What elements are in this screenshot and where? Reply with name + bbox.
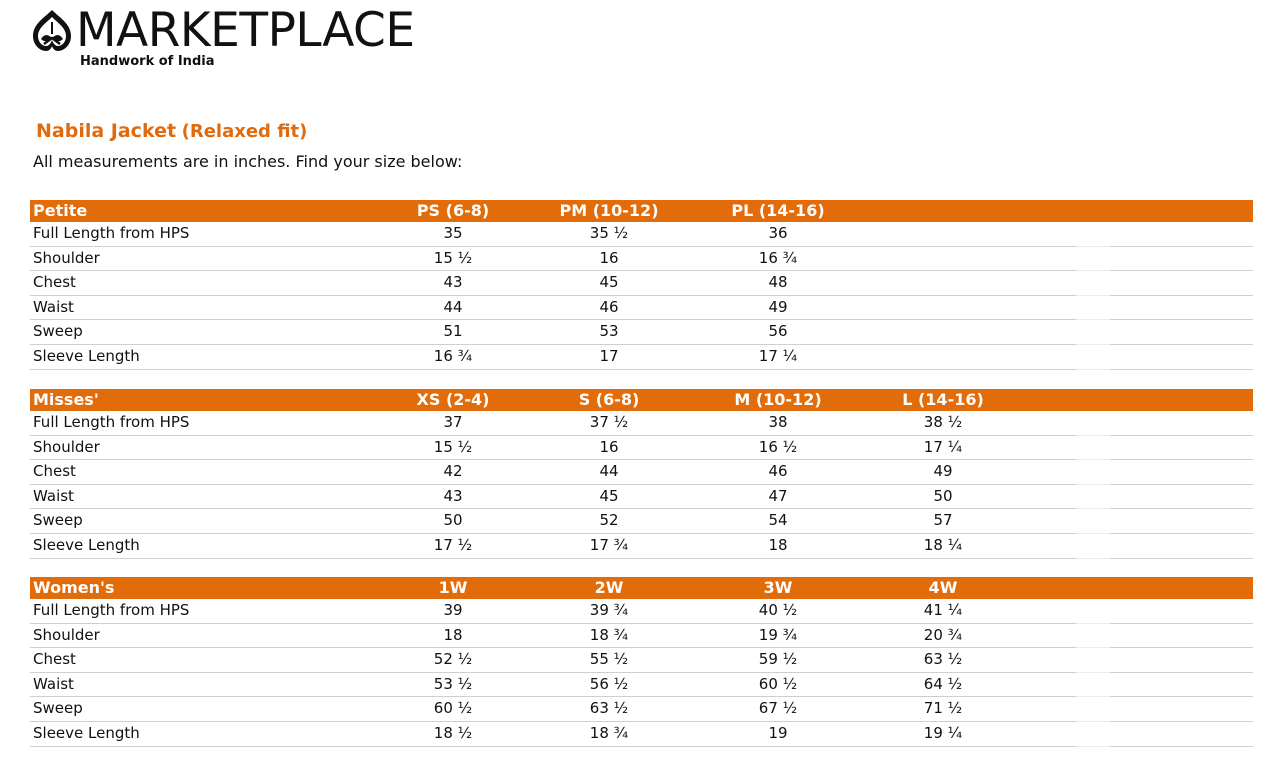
measurement-value: 52 ½ [433, 650, 473, 669]
size-column-header: M (10-12) [734, 390, 822, 409]
measurement-label: Sleeve Length [33, 723, 140, 742]
row-divider [1076, 369, 1110, 370]
size-table-womens [30, 577, 1253, 747]
measurement-value: 36 [768, 224, 788, 242]
measurement-value: 45 [599, 273, 619, 292]
table-row [30, 624, 1253, 649]
size-column-header: 4W [928, 578, 958, 597]
measurement-value: 54 [768, 511, 788, 530]
measurement-value: 17 ¼ [923, 437, 963, 456]
measurement-value: 50 [933, 486, 953, 505]
measurement-value: 42 [443, 462, 463, 481]
measurement-label: Full Length from HPS [33, 224, 190, 242]
brand-tagline: Handwork of India [80, 54, 215, 69]
measurement-label: Shoulder [33, 625, 100, 644]
table-header [30, 577, 1253, 599]
measurement-value: 20 ¾ [923, 625, 963, 644]
measurement-value: 49 [933, 462, 953, 481]
page-title-row [36, 120, 307, 142]
measurement-label: Sleeve Length [33, 535, 140, 554]
size-table-petite [30, 200, 1253, 370]
measurement-value: 56 ½ [589, 674, 629, 693]
measurement-value: 17 [599, 346, 619, 365]
measurement-value: 35 ½ [589, 224, 629, 242]
measurement-value: 15 ½ [433, 437, 473, 456]
measurement-value: 56 [768, 322, 788, 341]
measurement-value: 48 [768, 273, 788, 292]
measurement-value: 46 [599, 297, 619, 316]
measurement-label: Waist [33, 297, 74, 316]
measurement-label: Waist [33, 486, 74, 505]
measurement-value: 71 ½ [923, 699, 963, 718]
measurement-value: 59 ½ [758, 650, 798, 669]
measurement-value: 39 [443, 601, 463, 619]
table-row [30, 599, 1253, 624]
size-column-header: 1W [438, 578, 468, 597]
measurement-value: 18 ¾ [589, 625, 629, 644]
table-row [30, 345, 1253, 370]
measurement-value: 18 [443, 625, 463, 644]
measurement-value: 17 ¾ [589, 535, 629, 554]
measurement-label: Sweep [33, 699, 83, 718]
measurement-value: 60 ½ [433, 699, 473, 718]
brand-name: MARKETPLACE [76, 3, 415, 58]
measurement-label: Sweep [33, 511, 83, 530]
measurement-value: 52 [599, 511, 619, 530]
table-row [30, 697, 1253, 722]
table-row [30, 485, 1253, 510]
measurement-value: 19 [768, 723, 788, 742]
measurement-value: 44 [599, 462, 619, 481]
table-header [30, 200, 1253, 222]
measurement-label: Chest [33, 273, 76, 292]
measurement-label: Shoulder [33, 437, 100, 456]
measurement-value: 15 ½ [433, 248, 473, 267]
table-group-label: Petite [33, 201, 88, 220]
measurement-value: 63 ½ [589, 699, 629, 718]
page-subtitle: All measurements are in inches. Find your size below: [33, 152, 463, 171]
measurement-value: 18 ¼ [923, 535, 963, 554]
measurement-value: 16 ½ [758, 437, 798, 456]
measurement-label: Chest [33, 462, 76, 481]
measurement-value: 44 [443, 297, 463, 316]
measurement-value: 16 [599, 437, 619, 456]
size-column-header: XS (2-4) [416, 390, 490, 409]
page-title: Nabila Jacket [36, 120, 177, 142]
measurement-value: 35 [443, 224, 463, 242]
measurement-value: 17 ¼ [758, 346, 798, 365]
measurement-value: 47 [768, 486, 788, 505]
fit-label: (Relaxed fit) [181, 121, 308, 142]
table-row [30, 460, 1253, 485]
measurement-value: 41 ¼ [923, 601, 963, 619]
measurement-value: 43 [443, 273, 463, 292]
measurement-value: 51 [443, 322, 463, 341]
measurement-value: 43 [443, 486, 463, 505]
size-column-header: PM (10-12) [559, 201, 659, 220]
measurement-value: 16 ¾ [758, 248, 798, 267]
measurement-value: 53 ½ [433, 674, 473, 693]
measurement-value: 49 [768, 297, 788, 316]
size-column-header: L (14-16) [902, 390, 984, 409]
table-header [30, 389, 1253, 411]
table-row [30, 673, 1253, 698]
measurement-value: 39 ¾ [589, 601, 629, 619]
size-column-header: PS (6-8) [416, 201, 490, 220]
measurement-value: 19 ¼ [923, 723, 963, 742]
measurement-value: 37 [443, 413, 463, 431]
table-row [30, 436, 1253, 461]
measurement-value: 38 ½ [923, 413, 963, 431]
measurement-value: 57 [933, 511, 953, 530]
table-row [30, 509, 1253, 534]
row-divider [1076, 746, 1110, 747]
measurement-value: 18 ½ [433, 723, 473, 742]
size-column-header: PL (14-16) [731, 201, 825, 220]
table-row [30, 534, 1253, 559]
table-row [30, 296, 1253, 321]
table-row [30, 271, 1253, 296]
measurement-label: Shoulder [33, 248, 100, 267]
measurement-value: 38 [768, 413, 788, 431]
measurement-value: 37 ½ [589, 413, 629, 431]
table-row [30, 648, 1253, 673]
measurement-label: Chest [33, 650, 76, 669]
measurement-value: 19 ¾ [758, 625, 798, 644]
measurement-value: 45 [599, 486, 619, 505]
size-table-misses [30, 389, 1253, 559]
size-column-header: S (6-8) [578, 390, 640, 409]
measurement-value: 40 ½ [758, 601, 798, 619]
size-column-header: 2W [594, 578, 624, 597]
leaf-hand-logo-icon [30, 8, 74, 54]
measurement-label: Waist [33, 674, 74, 693]
measurement-value: 46 [768, 462, 788, 481]
measurement-value: 67 ½ [758, 699, 798, 718]
measurement-value: 50 [443, 511, 463, 530]
measurement-label: Full Length from HPS [33, 413, 190, 431]
measurement-value: 16 ¾ [433, 346, 473, 365]
measurement-value: 63 ½ [923, 650, 963, 669]
table-row [30, 320, 1253, 345]
table-row [30, 411, 1253, 436]
measurement-value: 18 [768, 535, 788, 554]
table-row [30, 222, 1253, 247]
measurement-value: 18 ¾ [589, 723, 629, 742]
measurement-value: 17 ½ [433, 535, 473, 554]
table-row [30, 722, 1253, 747]
measurement-label: Sweep [33, 322, 83, 341]
measurement-value: 53 [599, 322, 619, 341]
measurement-label: Full Length from HPS [33, 601, 190, 619]
table-group-label: Women's [33, 578, 115, 597]
measurement-label: Sleeve Length [33, 346, 140, 365]
measurement-value: 64 ½ [923, 674, 963, 693]
table-group-label: Misses' [33, 390, 99, 409]
size-column-header: 3W [763, 578, 793, 597]
measurement-value: 16 [599, 248, 619, 267]
measurement-value: 60 ½ [758, 674, 798, 693]
row-divider [1076, 558, 1110, 559]
table-row [30, 247, 1253, 272]
measurement-value: 55 ½ [589, 650, 629, 669]
